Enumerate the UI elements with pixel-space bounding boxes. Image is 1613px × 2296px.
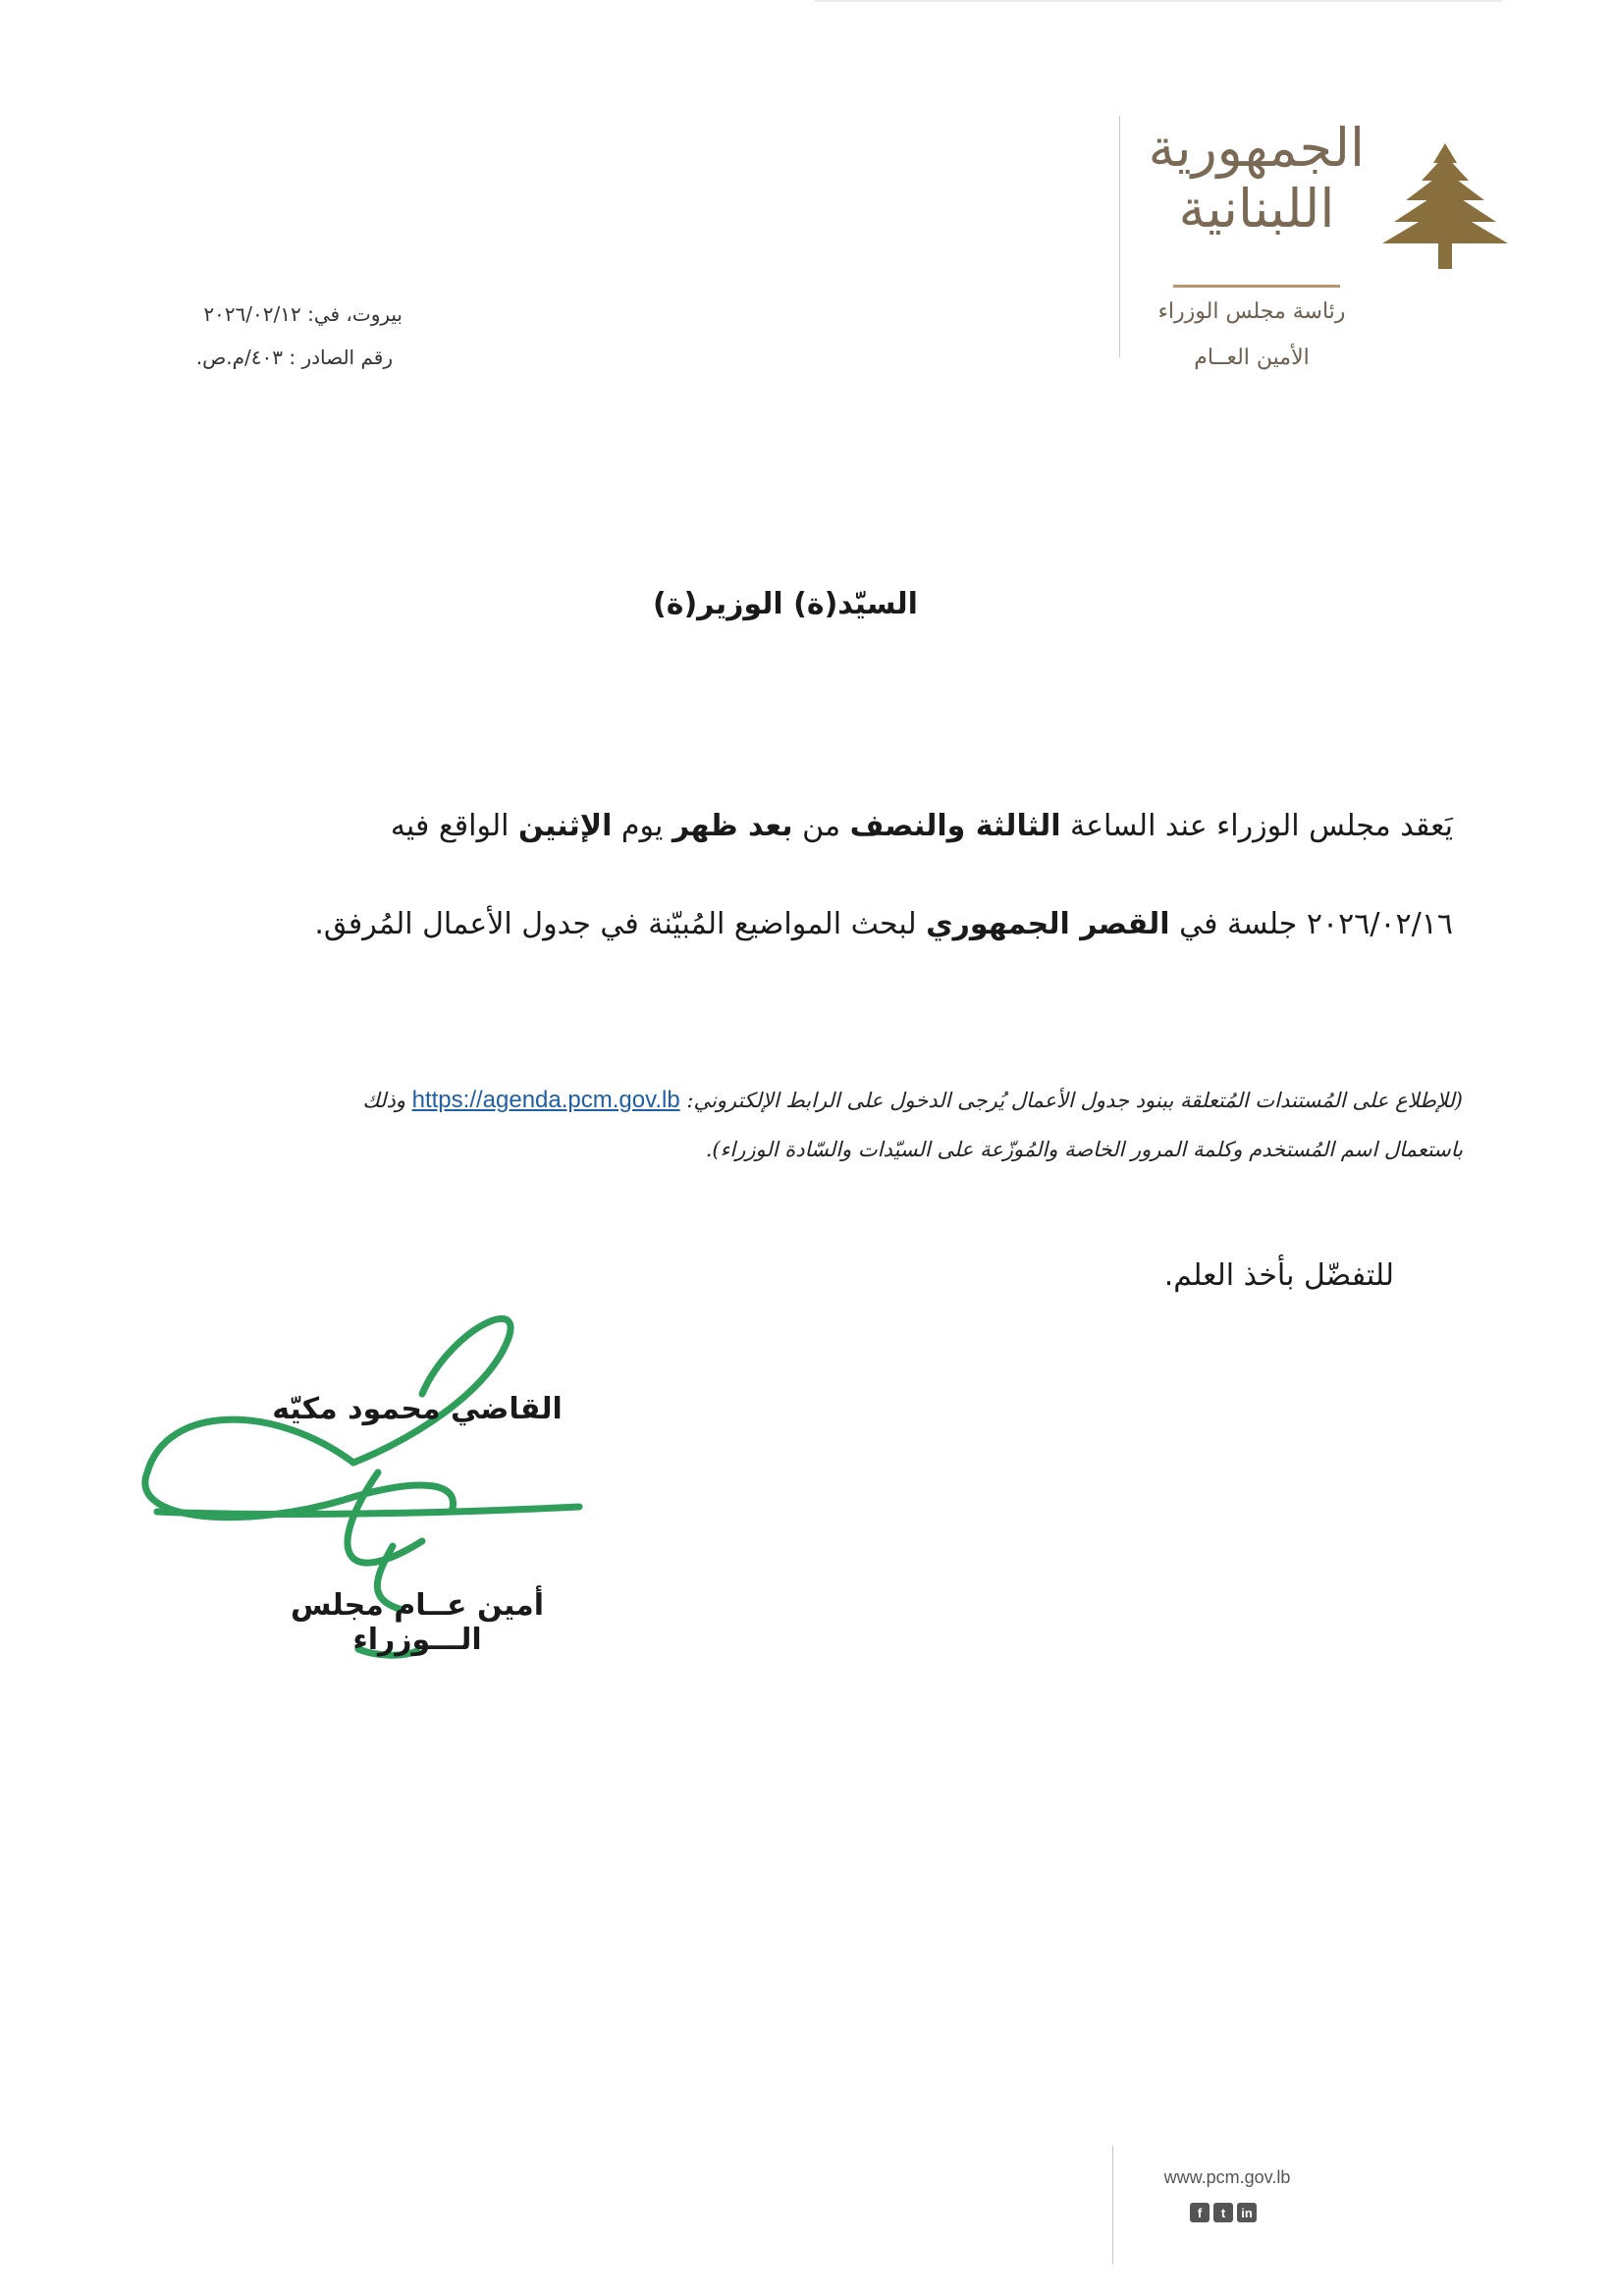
office-name: رئاسة مجلس الوزراء <box>1157 299 1346 324</box>
letterhead-divider <box>1173 285 1340 288</box>
top-edge-mark <box>815 0 1502 2</box>
p1-period: بعد ظهر <box>672 809 793 843</box>
agenda-note-line-2: باستعمال اسم المُستخدم وكلمة المرور الخاصة والمُوزّعة على السيّدات والسّادة الوزراء). <box>705 1138 1463 1161</box>
signer-title: أمين عــام مجلس الـــوزراء <box>290 1588 545 1657</box>
p1-text-c: من <box>792 809 850 843</box>
p1-text-g: الواقع فيه <box>390 809 518 843</box>
emblem-line-2: اللبنانية <box>1178 178 1335 240</box>
note-text-a: (للإطلاع على المُستندات المُتعلقة ببنود جدول الأعمال يُرجى الدخول على الرابط الإلكتروني: <box>679 1089 1463 1112</box>
p2-text: لبحث المواضيع المُبيّنة في جدول الأعمال المُرفق. <box>314 907 927 941</box>
footer-vertical-rule <box>1112 2146 1113 2264</box>
cedar-emblem-icon <box>1376 137 1514 275</box>
twitter-icon[interactable]: t <box>1213 2203 1233 2222</box>
p1-time: الثالثة والنصف <box>849 809 1061 843</box>
body-paragraph-line-2 <box>196 905 1453 944</box>
office-unit: الأمين العــام <box>1194 346 1310 370</box>
p2-date: ٢٠٢٦/٠٢/١٦ جلسة في <box>1169 907 1453 941</box>
signer-name: القاضي محمود مكيّه <box>272 1392 563 1426</box>
letterhead-vertical-rule <box>1119 116 1120 357</box>
reference-number: رقم الصادر : ٤٠٣/م.ص. <box>195 346 393 369</box>
p1-text-e: يوم <box>612 809 672 843</box>
social-links <box>1190 2203 1257 2222</box>
p1-day: الإثنين <box>517 809 613 843</box>
facebook-icon[interactable]: f <box>1190 2203 1210 2222</box>
emblem-title <box>1149 118 1365 240</box>
emblem-line-1: الجمهورية <box>1148 117 1365 179</box>
p2-venue: القصر الجمهوري <box>926 907 1170 941</box>
footer-website[interactable]: www.pcm.gov.lb <box>1163 2167 1291 2187</box>
note-text-b: وذلك <box>362 1089 412 1112</box>
p1-text-a: يَعقد مجلس الوزراء عند الساعة <box>1060 809 1453 843</box>
closing-line: للتفضّل بأخذ العلم. <box>1163 1258 1394 1293</box>
agenda-link[interactable]: https://agenda.pcm.gov.lb <box>411 1087 680 1113</box>
agenda-note-line-1 <box>196 1086 1463 1115</box>
date-line: بيروت، في: ٢٠٢٦/٠٢/١٢ <box>203 302 403 326</box>
body-paragraph-line-1 <box>196 807 1453 846</box>
linkedin-icon[interactable]: in <box>1237 2203 1257 2222</box>
salutation: السيّد(ة) الوزير(ة) <box>653 587 918 621</box>
